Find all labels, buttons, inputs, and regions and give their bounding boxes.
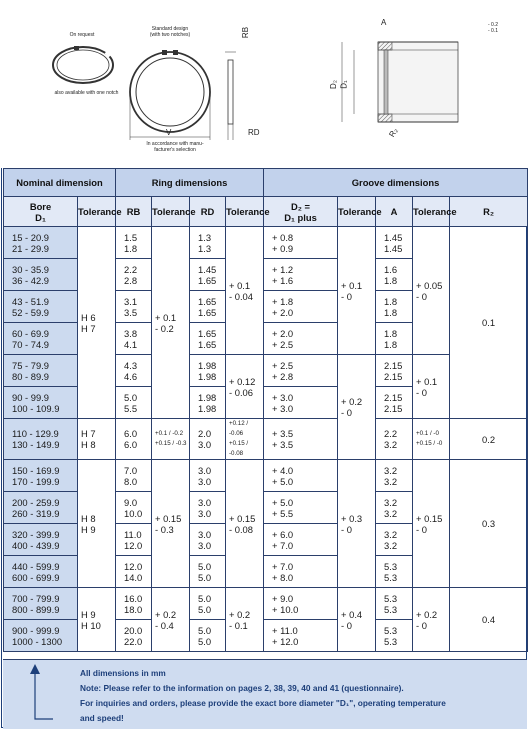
d2-cell	[264, 620, 338, 652]
cell-value: 100 - 109.9	[12, 402, 60, 414]
cell-value: 60 - 69.9	[12, 327, 50, 339]
col-header-d2: D₂ = D₁ plus	[264, 197, 338, 227]
bore-range-cell	[4, 259, 78, 291]
cell-value: 3.2	[384, 507, 398, 519]
cell-value: + 2.0	[272, 327, 294, 339]
cell-value: 5.0	[198, 592, 212, 604]
table-row	[4, 227, 528, 259]
d2-cell	[264, 419, 338, 460]
cell-value: 9.0	[124, 496, 138, 508]
rb-tolerance-cell: + 0.2 - 0.4	[152, 588, 190, 652]
bore-range-cell	[4, 291, 78, 323]
a-tolerance-cell: + 0.15 - 0	[413, 460, 450, 588]
group-header-nominal: Nominal dimension	[4, 169, 116, 197]
cell-value: + 3.5	[272, 428, 294, 439]
cell-value: 3.2	[384, 496, 398, 508]
d2-tolerance-cell: + 0.1 - 0	[338, 227, 376, 355]
bore-range-cell	[4, 524, 78, 556]
cell-value: 6.0	[124, 428, 138, 439]
cell-value: 5.3	[384, 560, 398, 572]
cell-value: + 6.0	[272, 528, 294, 540]
cell-value: + 2.5	[272, 338, 294, 350]
bore-tolerance-cell: H 8 H 9	[78, 460, 116, 588]
standard-design-note: Standard design (with two notches)	[149, 26, 191, 38]
cell-value: 3.0	[198, 475, 212, 487]
cell-value: 1.65	[198, 327, 217, 339]
cell-value: 700 - 799.9	[12, 592, 60, 604]
d2-cell	[264, 227, 338, 259]
cell-value: 1.65	[198, 306, 217, 318]
rb-cell	[116, 323, 152, 355]
table-row	[4, 460, 528, 492]
rb-cell	[116, 492, 152, 524]
rb-cell	[116, 355, 152, 387]
bore-range-cell	[4, 227, 78, 259]
d2-tolerance-cell: + 0.4 - 0	[338, 588, 376, 652]
bore-range-cell	[4, 588, 78, 620]
cell-value: 4.6	[124, 370, 138, 382]
cell-value: 110 - 129.9	[12, 428, 59, 439]
cell-value: 43 - 51.9	[12, 295, 50, 307]
cell-value: 130 - 149.9	[12, 439, 60, 450]
cell-value: + 2.5	[272, 359, 294, 371]
dimension-r2-label: R₂	[387, 126, 400, 139]
cell-value: + 5.5	[272, 507, 294, 519]
cell-value: 800 - 899.9	[12, 603, 60, 615]
r2-cell: 0.2	[450, 419, 528, 460]
d2-tolerance-cell: + 0.2 - 0	[338, 355, 376, 460]
cell-value: 2.15	[384, 370, 403, 382]
cell-value: 1.98	[198, 359, 217, 371]
cell-value: 1.65	[198, 274, 217, 286]
cell-value: 5.0	[198, 560, 212, 572]
cell-value: + 0.9	[272, 242, 294, 254]
col-header-d2-tolerance: Tolerance	[338, 197, 376, 227]
footer-notes	[3, 659, 527, 729]
cell-value: 200 - 259.9	[12, 496, 60, 508]
on-request-ring-icon	[48, 40, 118, 90]
technical-drawings	[0, 0, 530, 168]
dimension-d2-label: D₂	[328, 80, 338, 89]
rb-cell	[116, 387, 152, 419]
d2-cell	[264, 460, 338, 492]
d2-cell	[264, 259, 338, 291]
col-header-rd-tolerance: Tolerance	[226, 197, 264, 227]
cell-value: 3.2	[384, 528, 398, 540]
rd-cell	[190, 620, 226, 652]
r2-cell: 0.1	[450, 227, 528, 419]
cell-value: 1.65	[198, 295, 217, 307]
rd-cell	[190, 524, 226, 556]
d2-tolerance-cell: + 0.3 - 0	[338, 460, 376, 588]
rb-tolerance-cell: + 0.15 - 0.3	[152, 460, 190, 588]
cell-value: 260 - 319.9	[12, 507, 60, 519]
bore-tolerance-cell: H 9 H 10	[78, 588, 116, 652]
cell-value: 20.0	[124, 624, 143, 636]
a-cell	[376, 387, 413, 419]
d2-cell	[264, 588, 338, 620]
cell-value: + 3.5	[272, 439, 294, 450]
rd-cell	[190, 323, 226, 355]
cell-value: 5.0	[124, 391, 138, 403]
d2-cell	[264, 556, 338, 588]
cell-value: + 12.0	[272, 635, 299, 647]
cell-value: + 0.8	[272, 231, 294, 243]
rd-cell	[190, 556, 226, 588]
cell-value: 1.8	[384, 327, 398, 339]
selection-note: In accordance with manu- facturer's selection	[146, 141, 204, 153]
table-row	[4, 419, 528, 460]
standard-ring-drawing	[125, 40, 245, 146]
bore-range-cell	[4, 460, 78, 492]
rb-cell	[116, 419, 152, 460]
bore-range-cell	[4, 556, 78, 588]
a-tolerance-cell: +0.1 / -0 +0.15 / -0	[413, 419, 450, 460]
rb-tolerance-cell: +0.1 / -0.2 +0.15 / -0.3	[152, 419, 190, 460]
cell-value: 2.15	[384, 391, 403, 403]
cell-value: 440 - 599.9	[12, 560, 60, 572]
footer-line-note: Note: Please refer to the information on pages 2, 38, 39, 40 and 41 (questionnaire).	[80, 683, 404, 693]
cell-value: 320 - 399.9	[12, 528, 60, 540]
rd-tolerance-cell: + 0.1 - 0.04	[226, 227, 264, 355]
cell-value: + 11.0	[272, 624, 298, 636]
group-header-groove: Groove dimensions	[264, 169, 528, 197]
a-cell	[376, 227, 413, 259]
col-header-bore-tolerance: Tolerance	[78, 197, 116, 227]
cell-value: 1.8	[384, 295, 398, 307]
dimension-rd-label: RD	[248, 128, 260, 137]
cell-value: 3.5	[124, 306, 138, 318]
rd-tolerance-cell: + 0.15 - 0.08	[226, 460, 264, 588]
rd-cell	[190, 419, 226, 460]
cell-value: 1.8	[124, 242, 138, 254]
cell-value: + 5.0	[272, 475, 294, 487]
a-tolerance-cell: + 0.05 - 0	[413, 227, 450, 355]
rd-cell	[190, 387, 226, 419]
cell-value: 36 - 42.9	[12, 274, 50, 286]
d2-cell	[264, 323, 338, 355]
a-cell	[376, 460, 413, 492]
cell-value: 1.3	[198, 231, 212, 243]
cell-value: 12.0	[124, 560, 143, 572]
cell-value: + 3.0	[272, 402, 294, 414]
one-notch-note: also available with one notch	[54, 90, 119, 96]
cell-value: 75 - 79.9	[12, 359, 50, 371]
cell-value: 21 - 29.9	[12, 242, 50, 254]
footer-line-speed: and speed!	[80, 713, 124, 723]
cell-value: 1.98	[198, 391, 217, 403]
rd-cell	[190, 355, 226, 387]
rb-cell	[116, 227, 152, 259]
groove-tolerance-lower: - 0.1	[488, 28, 499, 34]
col-header-a: A	[376, 197, 413, 227]
a-tolerance-cell: + 0.1 - 0	[413, 355, 450, 419]
cell-value: + 7.0	[272, 560, 294, 572]
cell-value: 1000 - 1300	[12, 635, 63, 647]
cell-value: 6.0	[124, 439, 138, 450]
bore-range-cell	[4, 323, 78, 355]
cell-value: 3.2	[384, 439, 398, 450]
cell-value: 5.5	[124, 402, 138, 414]
cell-value: 3.0	[198, 539, 212, 551]
cell-value: + 2.8	[272, 370, 294, 382]
cell-value: 52 - 59.9	[12, 306, 50, 318]
cell-value: 5.0	[198, 603, 212, 615]
r2-cell: 0.4	[450, 588, 528, 652]
cell-value: 1.98	[198, 402, 217, 414]
a-cell	[376, 355, 413, 387]
groove-tolerance-upper: - 0.2	[488, 22, 499, 28]
cell-value: 8.0	[124, 475, 138, 487]
cell-value: 10.0	[124, 507, 143, 519]
cell-value: 70 - 74.9	[12, 338, 50, 350]
cell-value: + 4.0	[272, 464, 294, 476]
rb-cell	[116, 588, 152, 620]
bore-tolerance-cell: H 7 H 8	[78, 419, 116, 460]
cell-value: 1.6	[384, 263, 398, 275]
rb-cell	[116, 620, 152, 652]
cell-value: 2.0	[198, 428, 212, 439]
d2-cell	[264, 524, 338, 556]
a-cell	[376, 524, 413, 556]
rb-cell	[116, 556, 152, 588]
rd-tolerance-cell: + 0.12 - 0.06	[226, 355, 264, 419]
dimension-a-label: A	[381, 18, 387, 27]
col-header-rd: RD	[190, 197, 226, 227]
d2-cell	[264, 291, 338, 323]
cell-value: 5.3	[384, 603, 398, 615]
cell-value: 3.0	[198, 528, 212, 540]
cell-value: 15 - 20.9	[12, 231, 50, 243]
cell-value: + 3.0	[272, 391, 294, 403]
rb-cell	[116, 460, 152, 492]
cell-value: 170 - 199.9	[12, 475, 60, 487]
cell-value: 3.1	[124, 295, 138, 307]
a-cell	[376, 620, 413, 652]
col-header-a-tolerance: Tolerance	[413, 197, 450, 227]
cell-value: 2.15	[384, 402, 403, 414]
cell-value: 12.0	[124, 539, 143, 551]
rb-cell	[116, 524, 152, 556]
cell-value: 22.0	[124, 635, 143, 647]
cell-value: 5.3	[384, 592, 398, 604]
cell-value: + 1.2	[272, 263, 294, 275]
cell-value: 1.8	[384, 338, 398, 350]
cell-value: 3.0	[198, 464, 212, 476]
rd-cell	[190, 460, 226, 492]
cell-value: + 8.0	[272, 571, 294, 583]
cell-value: + 2.0	[272, 306, 294, 318]
a-tolerance-cell: + 0.2 - 0	[413, 588, 450, 652]
a-cell	[376, 291, 413, 323]
rd-cell	[190, 291, 226, 323]
cell-value: 600 - 699.9	[12, 571, 60, 583]
cell-value: 90 - 99.9	[12, 391, 50, 403]
cell-value: 1.8	[384, 274, 398, 286]
cell-value: 16.0	[124, 592, 143, 604]
cell-value: 2.2	[384, 428, 398, 439]
footer-line-units: All dimensions in mm	[80, 668, 166, 678]
bore-range-cell	[4, 355, 78, 387]
cell-value: 1.3	[198, 242, 212, 254]
cell-value: 1.5	[124, 231, 138, 243]
cell-value: 1.45	[198, 263, 217, 275]
bore-range-cell	[4, 492, 78, 524]
arrow-up-icon	[25, 664, 55, 728]
col-header-rb-tolerance: Tolerance	[152, 197, 190, 227]
rb-cell	[116, 259, 152, 291]
cell-value: 18.0	[124, 603, 143, 615]
cell-value: 900 - 999.9	[12, 624, 60, 636]
cell-value: 400 - 439.9	[12, 539, 60, 551]
cell-value: 3.2	[384, 464, 398, 476]
rb-tolerance-cell: + 0.1 - 0.2	[152, 227, 190, 419]
dimension-d1-label: D₁	[339, 80, 349, 89]
cell-value: 150 - 169.9	[12, 464, 60, 476]
dimension-rb-label: RB	[241, 26, 251, 39]
cell-value: 4.1	[124, 338, 138, 350]
a-cell	[376, 419, 413, 460]
dimension-table	[3, 168, 528, 652]
bore-range-cell	[4, 419, 78, 460]
cell-value: 14.0	[124, 571, 143, 583]
rd-cell	[190, 227, 226, 259]
a-cell	[376, 323, 413, 355]
rd-cell	[190, 259, 226, 291]
bore-range-cell	[4, 620, 78, 652]
cell-value: 3.0	[198, 439, 212, 450]
d2-cell	[264, 492, 338, 524]
cell-value: + 5.0	[272, 496, 294, 508]
cell-value: 30 - 35.9	[12, 263, 50, 275]
cell-value: 7.0	[124, 464, 138, 476]
bore-range-cell	[4, 387, 78, 419]
cell-value: 5.3	[384, 624, 398, 636]
groove-section-drawing	[330, 20, 460, 145]
rb-cell	[116, 291, 152, 323]
dimension-v-label: V	[166, 128, 172, 137]
cell-value: 5.0	[198, 624, 212, 636]
rd-cell	[190, 492, 226, 524]
rd-tolerance-cell: + 0.2 - 0.1	[226, 588, 264, 652]
cell-value: 2.2	[124, 263, 138, 275]
cell-value: 2.15	[384, 359, 403, 371]
cell-value: 3.2	[384, 475, 398, 487]
group-header-ring: Ring dimensions	[116, 169, 264, 197]
cell-value: 4.3	[124, 359, 138, 371]
cell-value: + 9.0	[272, 592, 294, 604]
rd-cell	[190, 588, 226, 620]
cell-value: 3.8	[124, 327, 138, 339]
bore-tolerance-cell: H 6 H 7	[78, 227, 116, 419]
cell-value: 1.8	[384, 306, 398, 318]
table-row	[4, 588, 528, 620]
a-cell	[376, 556, 413, 588]
cell-value: 5.0	[198, 635, 212, 647]
r2-cell: 0.3	[450, 460, 528, 588]
cell-value: 5.0	[198, 571, 212, 583]
cell-value: + 1.6	[272, 274, 294, 286]
cell-value: 2.8	[124, 274, 138, 286]
cell-value: 5.3	[384, 571, 398, 583]
cell-value: 3.0	[198, 507, 212, 519]
cell-value: + 1.8	[272, 295, 294, 307]
cell-value: 1.45	[384, 242, 403, 254]
cell-value: 1.65	[198, 338, 217, 350]
cell-value: 80 - 89.9	[12, 370, 50, 382]
d2-cell	[264, 355, 338, 387]
a-cell	[376, 259, 413, 291]
cell-value: 1.98	[198, 370, 217, 382]
cell-value: 5.3	[384, 635, 398, 647]
a-cell	[376, 588, 413, 620]
a-cell	[376, 492, 413, 524]
rd-tolerance-cell: +0.12 / -0.06 +0.15 / -0.08	[226, 419, 264, 460]
cell-value: 11.0	[124, 528, 142, 540]
col-header-bore: Bore D₁	[4, 197, 78, 227]
col-header-rb: RB	[116, 197, 152, 227]
cell-value: 3.0	[198, 496, 212, 508]
on-request-note: On request	[69, 32, 95, 38]
cell-value: + 7.0	[272, 539, 294, 551]
cell-value: + 10.0	[272, 603, 299, 615]
d2-cell	[264, 387, 338, 419]
footer-line-inquiries: For inquiries and orders, please provide the exact bore diameter "D₁", operating temperature	[80, 698, 446, 708]
cell-value: 3.2	[384, 539, 398, 551]
cell-value: 1.45	[384, 231, 403, 243]
col-header-r2: R₂	[450, 197, 528, 227]
